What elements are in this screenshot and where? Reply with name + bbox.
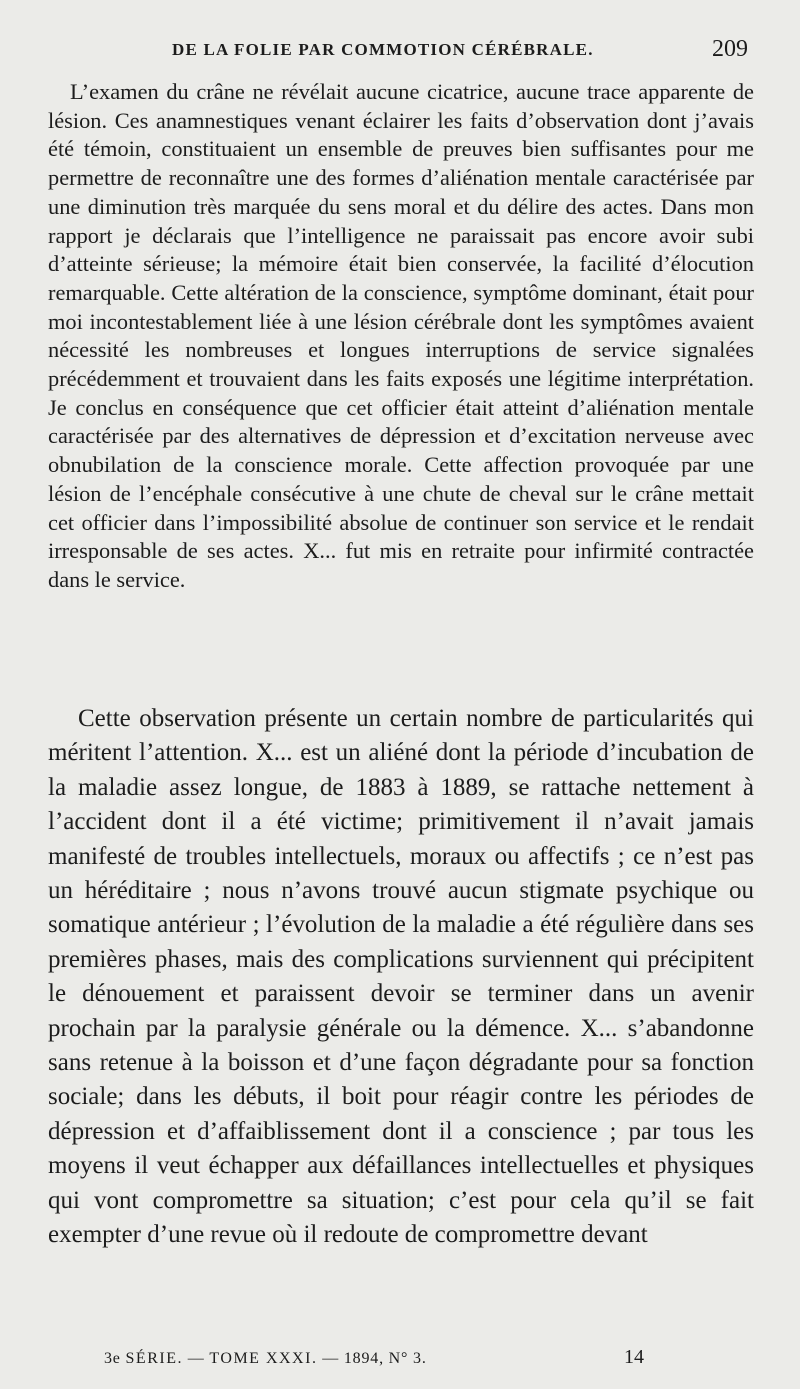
paragraph-2: Cette observation présente un certain nombre de particularités qui méritent l’attention. X... est un aliéné dont la période d’incubation de la maladie assez longue, de 1883 à 1889, se rattache nettement à l’accident dont il a été victime; primitivement il n’avait jamais manifesté de troubles intellectuels, moraux ou affectifs ; ce n’est pas un héréditaire ; nous n’avons trouvé aucun stigmate psychique ou somatique antérieur ; l’évolution de la maladie a été régulière dans ses premières phases, mais des complications surviennent qui précipitent le dénouement et paraissent devoir se terminer dans un avenir prochain par la paralysie générale ou la démence. X... s’abandonne sans retenue à la boisson et d’une façon dégradante pour sa fonction sociale; dans les débuts, il boit pour réagir contre les périodes de dépression et d’affaiblissement dont il a conscience ; par tous les moyens il veut échapper aux défaillances intellectuelles et physiques qui vont compromettre sa situation; c’est pour cela qu’il se fait exempter d’une revue où il redoute de compromettre devant (48, 705, 754, 1249)
volume-reference (104, 1350, 427, 1368)
separator-2: — (322, 1350, 340, 1367)
separator-1: — (187, 1350, 205, 1367)
paragraph-1: L’examen du crâne ne révélait aucune cicatrice, aucune trace apparente de lésion. Ces anamnestiques venant éclairer les faits d’observation dont j’avais été témoin, constituaient un ensemble de preuves bien suffisantes pour me permettre de reconnaître une des formes d’aliénation mentale caractérisée par une diminution très marquée du sens moral et du délire des actes. Dans mon rapport je déclarais que l’intelligence ne paraissait pas encore avoir subi d’atteinte sérieuse; la mémoire était bien conservée, la facilité d’élocution remarquable. Cette altération de la conscience, symptôme dominant, était pour moi incontestablement liée à une lésion cérébrale dont les symptômes avaient nécessité les nombreuses et longues interruptions de service signalées précédemment et trouvaient dans les faits exposés une légitime interprétation. Je conclus en conséquence que cet officier était atteint d’aliénation mentale caractérisée par des alternatives de dépression et d’excitation nerveuse avec obnubilation de la conscience morale. Cette affection provoquée par une lésion de l’encéphale consécutive à une chute de cheval sur le crâne mettait cet officier dans l’impossibilité absolue de continuer son service et le rendait irresponsable de ses actes. X... fut mis en retraite pour infirmité contractée dans le service. (48, 79, 754, 592)
tome-label: TOME XXXI. (209, 1350, 318, 1367)
page-header (0, 36, 800, 66)
year-issue: 1894, N° 3. (343, 1350, 427, 1367)
series-number: 3e (104, 1350, 121, 1367)
series-word: SÉRIE. (125, 1350, 183, 1367)
quoted-report-paragraph-block (48, 78, 754, 595)
printer-signature: 14 (624, 1346, 644, 1368)
page-number: 209 (712, 36, 748, 62)
running-head: DE LA FOLIE PAR COMMOTION CÉRÉBRALE. (172, 40, 594, 59)
commentary-paragraph-block (48, 702, 754, 1253)
page-footer (0, 1346, 800, 1374)
